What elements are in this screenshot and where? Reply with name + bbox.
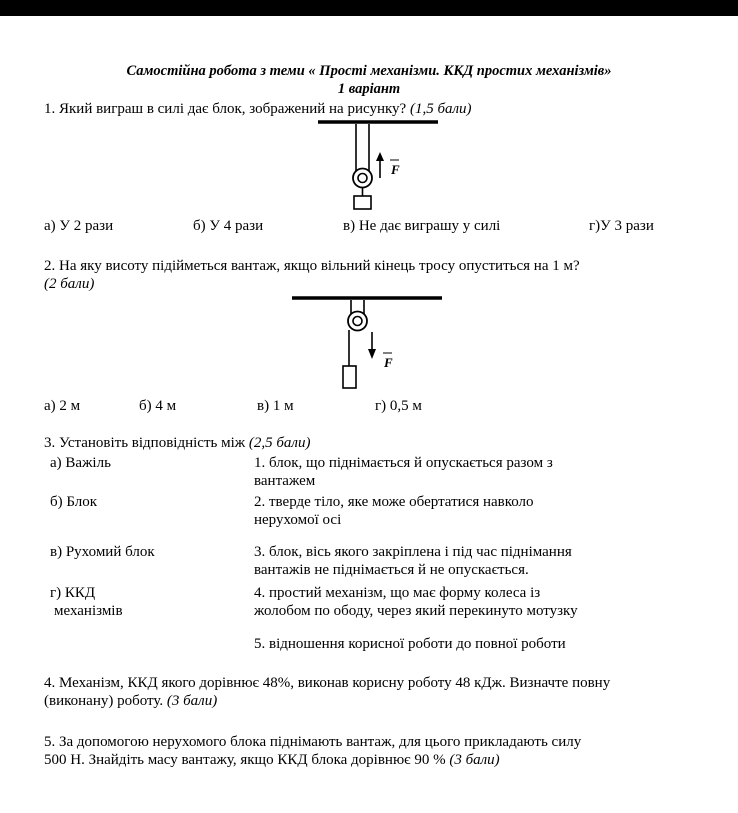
match-right-4: 4. простий механізм, що має форму колеса із bbox=[254, 585, 541, 601]
question-5-line-1: 5. За допомогою нерухомого блока піднімають вантаж, для цього прикладають силу bbox=[44, 734, 582, 750]
match-left-b: б) Блок bbox=[50, 494, 98, 510]
q1-option-c[interactable]: в) Не дає виграшу у силі bbox=[343, 218, 501, 234]
worksheet-title: Самостійна робота з теми « Прості механізми. ККД простих механізмів» bbox=[126, 63, 612, 79]
load-box bbox=[343, 366, 356, 388]
movable-pulley-diagram bbox=[292, 292, 452, 392]
question-1-points: (1,5 бали) bbox=[409, 101, 472, 117]
match-right-2-cont: нерухомої осі bbox=[254, 512, 342, 528]
match-left-d-cont: механізмів bbox=[54, 603, 123, 619]
match-right-4-cont: жолобом по ободу, через який перекинуто мотузку bbox=[254, 603, 578, 619]
match-left-c: в) Рухомий блок bbox=[50, 544, 155, 560]
pulley-wheel bbox=[348, 312, 367, 331]
q1-option-b[interactable]: б) У 4 рази bbox=[193, 218, 264, 234]
question-3-points: (2,5 бали) bbox=[248, 435, 311, 451]
force-arrow-head bbox=[376, 152, 384, 161]
question-2-text: 2. На яку висоту підійметься вантаж, якщо вільний кінець тросу опуститься на 1 м? bbox=[44, 258, 580, 274]
question-5-line-2 bbox=[44, 751, 500, 769]
q2-option-b[interactable]: б) 4 м bbox=[139, 398, 177, 414]
question-1-text: 1. Який виграш в силі дає блок, зображений на рисунку? bbox=[44, 101, 407, 117]
question-4-line-2 bbox=[44, 692, 217, 710]
match-left-d: г) ККД bbox=[50, 585, 96, 601]
question-3-text: 3. Установіть відповідність між bbox=[44, 435, 246, 451]
question-2-points: (2 бали) bbox=[44, 276, 95, 292]
question-4-line-1: 4. Механізм, ККД якого дорівнює 48%, виконав корисну роботу 48 кДж. Визначте повну bbox=[44, 675, 611, 691]
top-black-bar bbox=[0, 0, 738, 16]
q2-option-c[interactable]: в) 1 м bbox=[257, 398, 294, 414]
q2-option-a[interactable]: а) 2 м bbox=[44, 398, 81, 414]
pulley-wheel bbox=[353, 169, 372, 188]
question-5-points: (3 бали) bbox=[449, 752, 500, 768]
match-right-3-cont: вантажів не піднімається й не опускається. bbox=[254, 562, 529, 578]
worksheet-page bbox=[0, 16, 738, 813]
fixed-pulley-diagram bbox=[318, 116, 438, 216]
match-right-1: 1. блок, що піднімається й опускається разом з bbox=[254, 455, 553, 471]
question-5-text-end: 500 Н. Знайдіть масу вантажу, якщо ККД блока дорівнює 90 % bbox=[44, 752, 446, 768]
q2-option-d[interactable]: г) 0,5 м bbox=[375, 398, 422, 414]
force-label: F bbox=[384, 355, 393, 370]
match-right-1-cont: вантажем bbox=[254, 473, 316, 489]
force-label: F bbox=[391, 162, 400, 177]
question-3 bbox=[44, 434, 310, 452]
question-4-text-end: (виконану) роботу. bbox=[44, 693, 164, 709]
load-box bbox=[354, 196, 371, 209]
match-right-2: 2. тверде тіло, яке може обертатися навколо bbox=[254, 494, 534, 510]
force-arrow-head bbox=[368, 349, 376, 359]
variant-label: 1 варіант bbox=[337, 81, 401, 97]
q1-option-d[interactable]: г)У 3 рази bbox=[589, 218, 654, 234]
q1-option-a[interactable]: а) У 2 рази bbox=[44, 218, 114, 234]
match-right-3: 3. блок, вісь якого закріплена і під час піднімання bbox=[254, 544, 572, 560]
question-4-points: (3 бали) bbox=[166, 693, 218, 709]
match-left-a: а) Важіль bbox=[50, 455, 111, 471]
match-right-5: 5. відношення корисної роботи до повної роботи bbox=[254, 636, 566, 652]
